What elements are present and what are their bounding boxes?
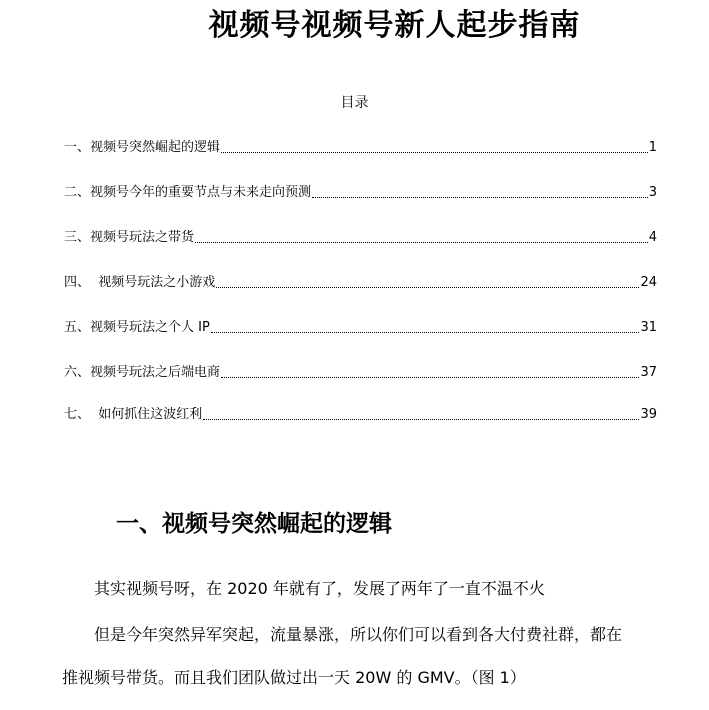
document-title: 视频号视频号新人起步指南 xyxy=(208,8,581,43)
toc-entry[interactable] xyxy=(64,274,657,292)
section-heading: 一、视频号突然崛起的逻辑 xyxy=(116,511,392,537)
toc-heading: 目录 xyxy=(340,95,369,111)
toc-dot-leader xyxy=(312,197,648,198)
toc-entry-label: 五、视频号玩法之个人 IP xyxy=(64,320,210,335)
toc-dot-leader xyxy=(216,287,639,288)
toc-entry-page: 1 xyxy=(648,140,657,155)
toc-entry-label: 七、 如何抓住这波红利 xyxy=(64,407,203,422)
toc-dot-leader xyxy=(211,332,640,333)
toc-entry-page: 24 xyxy=(640,275,657,290)
toc-entry-page: 3 xyxy=(648,185,657,200)
toc-entry-label: 一、视频号突然崛起的逻辑 xyxy=(64,140,221,155)
toc-dot-leader xyxy=(203,419,639,420)
body-paragraph: 推视频号带货。而且我们团队做过出一天 20W 的 GMV。（图 1） xyxy=(62,668,526,687)
toc-dot-leader xyxy=(221,152,648,153)
body-paragraph: 其实视频号呀，在 2020 年就有了，发展了两年了一直不温不火 xyxy=(94,579,545,598)
toc-entry[interactable] xyxy=(64,184,657,202)
toc-entry-page: 39 xyxy=(640,407,657,422)
toc-entry-page: 37 xyxy=(640,365,657,380)
toc-entry-label: 六、视频号玩法之后端电商 xyxy=(64,365,221,380)
toc-dot-leader xyxy=(195,242,648,243)
toc-entry[interactable] xyxy=(64,139,657,157)
toc-entry-label: 三、视频号玩法之带货 xyxy=(64,230,195,245)
toc-entry[interactable] xyxy=(64,319,657,337)
toc-entry-label: 四、 视频号玩法之小游戏 xyxy=(64,275,216,290)
toc-entry[interactable] xyxy=(64,364,657,382)
toc-entry[interactable] xyxy=(64,406,657,424)
toc-entry[interactable] xyxy=(64,229,657,247)
toc-entry-page: 31 xyxy=(640,320,657,335)
toc-entry-label: 二、视频号今年的重要节点与未来走向预测 xyxy=(64,185,312,200)
body-paragraph: 但是今年突然异军突起，流量暴涨，所以你们可以看到各大付费社群，都在 xyxy=(94,625,623,644)
toc-dot-leader xyxy=(221,377,639,378)
toc-entry-page: 4 xyxy=(648,230,657,245)
